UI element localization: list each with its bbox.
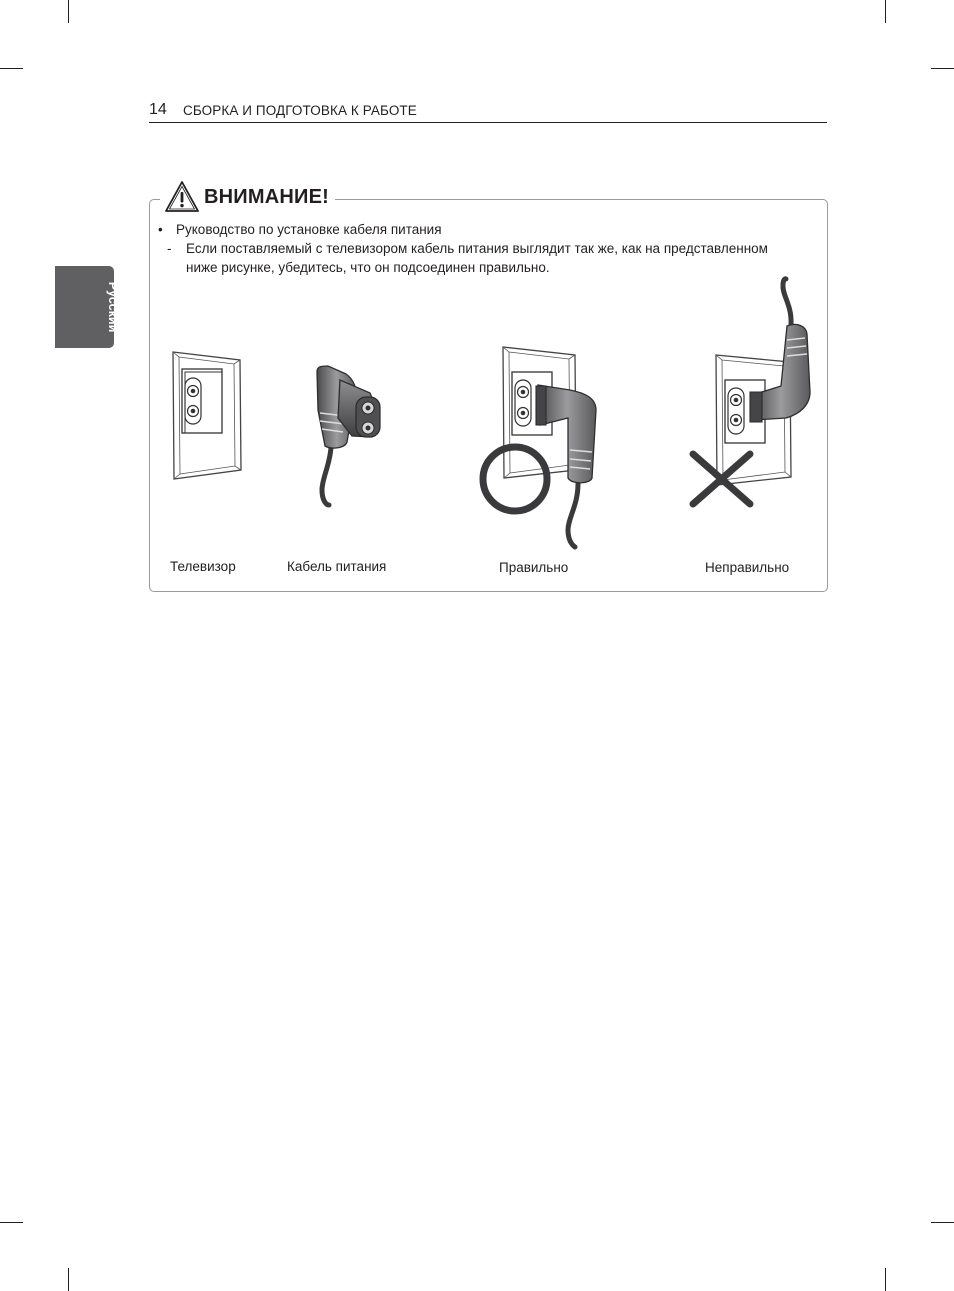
power-cable-illustration [150, 270, 825, 570]
sub-item-line: Если поставляемый с телевизором кабель питания выглядит так же, как на представленном [186, 241, 768, 256]
crop-mark [885, 0, 886, 23]
incorrect-connection [693, 279, 810, 504]
dash-mark: - [167, 241, 172, 256]
crop-mark [931, 1222, 954, 1223]
crop-mark [931, 68, 954, 69]
page-header [149, 100, 827, 123]
caption-tv: Телевизор [170, 559, 236, 574]
language-tab [55, 266, 120, 348]
warning-triangle-icon [164, 180, 200, 214]
crop-mark [0, 68, 23, 69]
sub-item-line: ниже рисунке, убедитесь, что он подсоединен правильно. [186, 260, 550, 275]
crop-mark [68, 0, 69, 23]
caption-incorrect: Неправильно [705, 560, 790, 575]
bullet-text: Руководство по установке кабеля питания [176, 222, 442, 237]
crop-mark [885, 1268, 886, 1291]
correct-connection [483, 347, 596, 547]
crop-mark [68, 1268, 69, 1291]
warning-heading [160, 175, 335, 219]
warning-title: ВНИМАНИЕ! [204, 185, 329, 208]
crop-mark [0, 1222, 23, 1223]
power-cable [317, 366, 380, 505]
tv-socket [173, 352, 241, 479]
section-title: СБОРКА И ПОДГОТОВКА К РАБОТЕ [183, 103, 417, 118]
page-number: 14 [149, 101, 167, 118]
caption-cable: Кабель питания [287, 559, 387, 574]
bullet-mark: • [158, 222, 163, 237]
language-tab-label: Русский [106, 281, 120, 333]
caption-correct: Правильно [499, 560, 569, 575]
